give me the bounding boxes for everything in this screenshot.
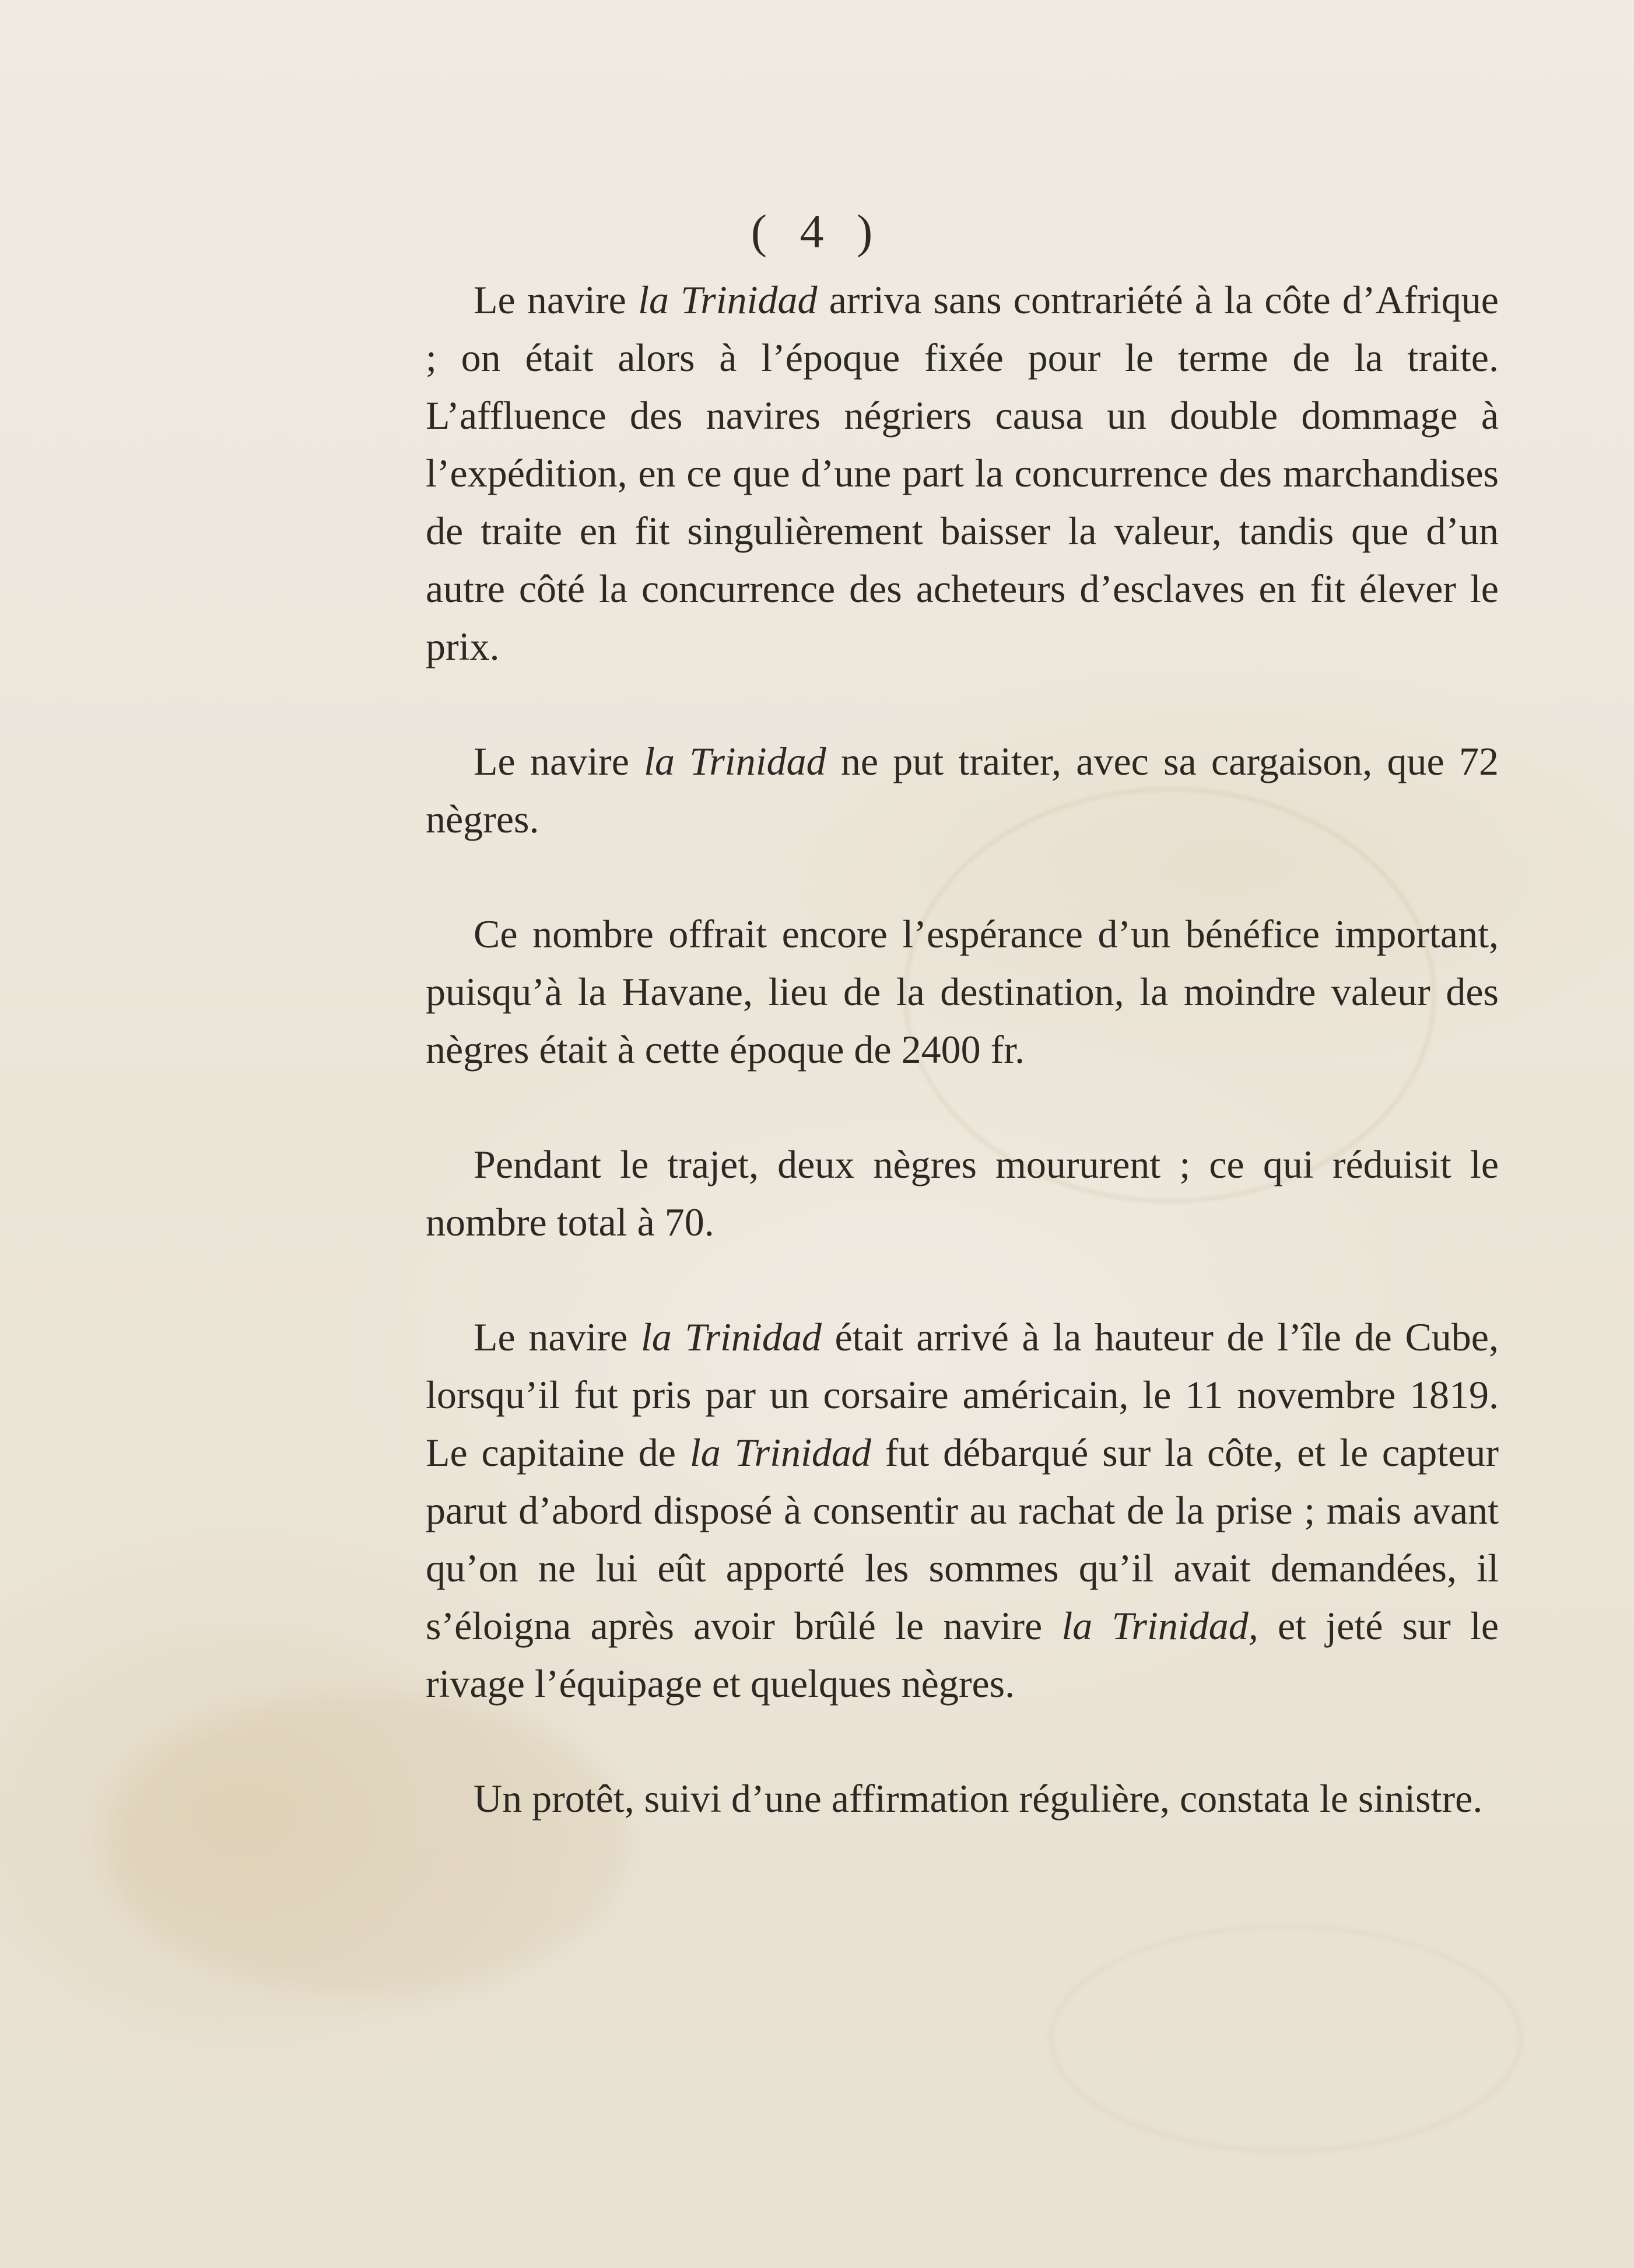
text-run: arriva sans contrariété à la côte d’Afrique ; on était alors à l’époque fixée pour le terme de la traite. L’affluence des navires négriers causa un double dommage à l’expédition, en ce que d’une part la concurrence des marchandises de traite en fit singulièrement baisser la valeur, tandis que d’un autre côté la concurrence des acheteurs d’esclaves en fit élever le prix. [426,278,1499,668]
text-run: fut débarqué sur la côte, et le capteur parut d’abord disposé à consentir au rachat de la prise ; mais avant qu’on ne lui eût apporté les sommes qu’il avait demandées, il s’éloigna après avoir brûlé le navire [426,1430,1499,1648]
paragraph [426,271,1499,676]
paragraph [426,1136,1499,1251]
paragraph [426,1770,1499,1828]
ship-name: la Trinidad, [1061,1604,1258,1648]
text-run: Pendant le trajet, deux nègres moururent ; ce qui réduisit le nombre total à 70. [426,1142,1499,1244]
water-stain [1050,1925,1522,2152]
text-run: Un protêt, suivi d’une affirmation régulière, constata le sinistre. [474,1776,1483,1821]
paragraph [426,905,1499,1079]
text-run: était arrivé à la hauteur de l’île de Cube, lorsqu’il fut pris par un corsaire américain, le 11 novembre 1819. Le capitaine de [426,1315,1499,1475]
paragraph [426,1308,1499,1713]
text-run: Le navire [474,278,639,322]
text-run: Ce nombre offrait encore l’espérance d’un bénéfice important, puisqu’à la Havane, lieu de la destination, la moindre valeur des nègres était à cette époque de 2400 fr. [426,912,1499,1072]
ship-name: la Trinidad [638,278,818,322]
ship-name: la Trinidad [689,1430,871,1475]
ship-name: la Trinidad [640,1315,822,1359]
body-text [426,271,1499,1885]
paragraph [426,733,1499,848]
text-run: Le navire [474,1315,641,1359]
text-run: Le navire [474,739,644,783]
text-run: ne put traiter, avec sa cargaison, que 72 nègres. [426,739,1499,841]
text-run: et jeté sur le rivage l’équipage et quelques nègres. [426,1604,1499,1706]
page-number: ( 4 ) [751,205,883,258]
ship-name: la Trinidad [644,739,826,783]
